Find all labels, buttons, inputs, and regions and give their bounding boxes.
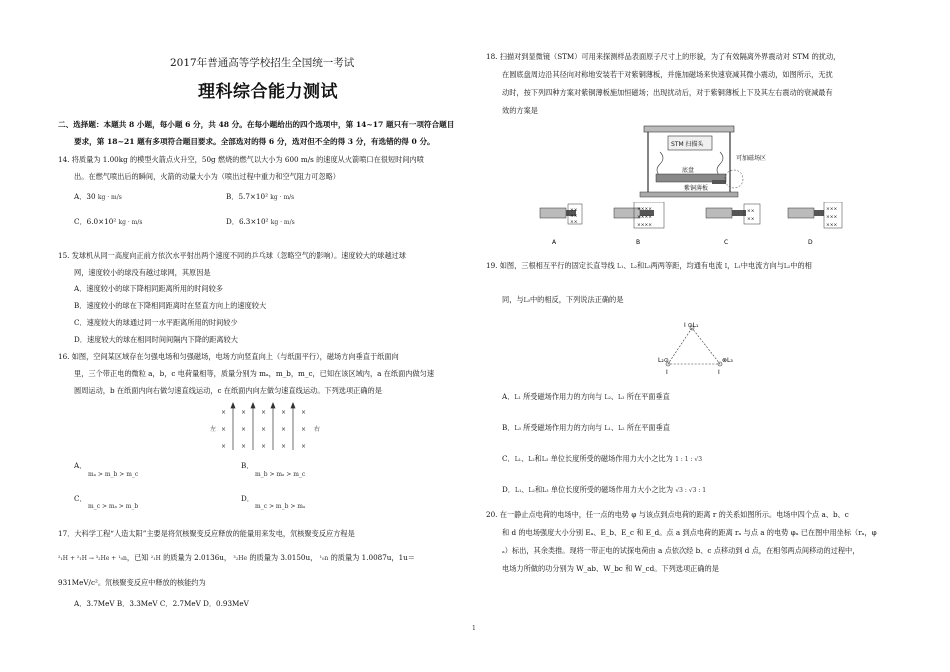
q18-options-figure: [526, 202, 886, 254]
q16-option-a: A．: [74, 461, 87, 470]
svg-text:×: ×: [301, 409, 307, 416]
svg-text:×: ×: [241, 443, 247, 450]
q17-line3: 931MeV/c²。氘核聚变反应中释放的核能约为: [58, 578, 206, 587]
svg-text:×: ×: [301, 426, 307, 433]
svg-text:××××: ××××: [637, 207, 653, 212]
svg-text:××: ××: [747, 217, 755, 222]
q16-label-left: 左: [210, 426, 217, 433]
q18-stm-label: STM 扫描头: [671, 141, 704, 148]
q19-label-l3: ⊗L₃: [722, 357, 733, 364]
q18-label-a: A: [552, 239, 557, 246]
q18-line4: 效的方案是: [502, 106, 538, 115]
q18-option-d-figure: [788, 202, 842, 228]
q18-plate-label: 紫铜薄板: [684, 185, 709, 192]
q19-label-l2: L₂⊙: [658, 357, 669, 364]
page-number: 1: [472, 625, 476, 632]
svg-text:×: ×: [241, 426, 247, 433]
q18-option-c-figure: [706, 204, 760, 224]
exam-subtitle: 2017年普通高等学校招生全国统一考试: [170, 57, 355, 69]
svg-text:××: ××: [747, 209, 755, 214]
q19-option-a: A．L₁ 所受磁场作用力的方向与 L₂、L₃ 所在平面垂直: [502, 392, 670, 401]
svg-text:×: ×: [281, 443, 287, 450]
svg-text:××: ××: [570, 220, 578, 225]
q18-line2: 在圆底盘周边沿其径向对称地安装若干对紫铜薄板，并施加磁场来快速衰减其微小震动，如图所示，无扰: [502, 70, 833, 79]
section-instructions-line1: 二、选择题：本题共 8 小题，每小题 6 分，共 48 分。在每小题给出的四个选项中，第 14~17 题只有一项符合题目: [58, 120, 455, 129]
q16-line1: 16. 如图，空间某区域存在匀强电场和匀强磁场，电场方向竖直向上（与纸面平行），磁场方向垂直于纸面向: [58, 352, 399, 361]
q20-line1: 20. 在一静止点电荷的电场中，任一点的电势 φ 与该点到点电荷的距离 r 的关系如图所示。电场中四个点 a、b、c: [486, 510, 849, 519]
q18-option-b-figure: [614, 202, 664, 228]
svg-text:×: ×: [261, 409, 267, 416]
svg-text:×: ×: [281, 426, 287, 433]
q17-line2: ²₁H + ²₁H → ³₂He + ¹₀n，已知 ²₁H 的质量为 2.0136u， ³₂He 的质量为 3.0150u， ¹₀n 的质量为 1.0087u，1u＝: [58, 553, 415, 562]
q18-stm-figure: [626, 124, 776, 202]
q19-option-b: B．L₃ 所受磁场作用力的方向与 L₁、L₂ 所在平面垂直: [502, 423, 670, 432]
q19-label-i-right: I: [718, 369, 720, 376]
q15-option-c: C．速度较大的球通过同一水平距离所用的时间较少: [74, 318, 238, 327]
q15-option-d: D．速度较大的球在相同时间间隔内下降的距离较大: [74, 335, 238, 344]
svg-text:×: ×: [281, 409, 287, 416]
svg-text:××: ××: [570, 214, 578, 219]
q16-option-b-expr: m_b > mₐ > m_c: [255, 471, 306, 478]
exam-title: 理科综合能力测试: [198, 82, 338, 102]
svg-text:×××: ×××: [826, 215, 838, 220]
q17-equation: ²₁H + ²₁H → ³₂He + ¹₀n: [58, 555, 127, 562]
q19-label-i-left: I: [666, 369, 668, 376]
svg-text:×××: ×××: [826, 207, 838, 212]
q17-options: A．3.7MeV B．3.3MeV C．2.7MeV D．0.93MeV: [74, 599, 249, 608]
q16-option-d: D．: [241, 494, 254, 503]
q16-option-d-expr: m_c > m_b > mₐ: [255, 503, 306, 510]
q19-line1: 19. 如图，三根相互平行的固定长直导线 L₁、L₂和L₃两两等距，均通有电流 I，L₁中电流方向与L₂中的相: [486, 261, 812, 270]
q17-line1: 17．大科学工程“人造太阳”主要是将氘核聚变反应释放的能量用来发电，氘核聚变反应方程是: [58, 529, 355, 538]
svg-text:××: ××: [570, 208, 578, 213]
q14-line2: 出。在燃气喷出后的瞬间，火箭的动量大小为（喷出过程中重力和空气阻力可忽略）: [74, 172, 340, 181]
q15-option-b: B．速度较小的球在下降相同距离时在竖直方向上的速度较大: [74, 301, 267, 310]
q15-line1: 15. 发球机从同一高度向正前方依次水平射出两个速度不同的乒乓球（忽略空气的影响）。速度较大的球越过球: [58, 251, 406, 260]
q16-option-b: B．: [241, 461, 254, 470]
q18-field-label: 可加磁场区: [736, 155, 767, 162]
q18-base-label: 底盘: [682, 167, 695, 174]
q14-line1: 14. 将质量为 1.00kg 的模型火箭点火升空，50g 燃烧的燃气以大小为 600 m/s 的速度从火箭喷口在很短时间内喷: [58, 155, 424, 164]
q16-option-a-expr: mₐ > m_b > m_c: [88, 471, 139, 478]
q16-label-right: 右: [314, 426, 321, 433]
q20-line3: ₐ）标出，其余类推。现将一带正电的试探电荷由 a 点依次经 b、c 点移动到 d 点，在相邻两点间移动的过程中，: [502, 546, 860, 555]
q19-option-c: C．L₁、L₂和L₃ 单位长度所受的磁场作用力大小之比为 1 : 1 : √3: [502, 454, 703, 463]
svg-text:×: ×: [221, 409, 227, 416]
q18-line1: 18. 扫描对到显微镜（STM）可用来探测样品表面原子尺寸上的形貌，为了有效隔离外界震动对 STM 的扰动，: [486, 52, 841, 61]
q16-line2: 里，三个带正电的微粒 a，b，c 电荷量相等，质量分别为 mₐ，m_b，m_c，已知在该区域内，a 在纸面内做匀速: [74, 369, 435, 378]
svg-text:×: ×: [261, 443, 267, 450]
svg-text:×: ×: [261, 426, 267, 433]
svg-text:×××: ×××: [826, 223, 838, 228]
q19-line2: 同，与L₃中的相反，下列说法正确的是: [502, 295, 624, 304]
q20-line2: 和 d 的电场强度大小分别 Eₐ、E_b、E_c 和 E_d。点 a 到点电荷的距离 rₐ 与点 a 的电势 φₐ 已在图中用坐标（rₐ，φ: [502, 528, 877, 537]
q16-option-c: C．: [74, 494, 87, 503]
svg-text:××××: ××××: [637, 223, 653, 228]
q16-line3: 圆周运动，b 在纸面内向右做匀速直线运动，c 在纸面内向左做匀速直线运动。下列选项正确的是: [74, 386, 382, 395]
svg-text:×: ×: [241, 409, 247, 416]
q14-option-b: B．5.7×10² kg · m/s: [226, 192, 295, 201]
q16-option-c-expr: m_c > mₐ > m_b: [88, 503, 139, 510]
q18-label-c: C: [724, 239, 729, 246]
svg-text:××××: ××××: [637, 215, 653, 220]
q15-line2: 网，速度较小的球没有越过球网，其原因是: [74, 268, 211, 277]
q16-field-figure: [208, 400, 328, 452]
svg-text:×: ×: [221, 443, 227, 450]
q14-option-d: D．6.3×10² kg · m/s: [226, 217, 295, 226]
q19-wires-figure: [656, 318, 746, 378]
q18-line3: 动时，按下列四种方案对紫铜薄板施加恒磁场；出现扰动后，对于紫铜薄板上下及其左右震动的衰减最有: [502, 88, 833, 97]
svg-text:×: ×: [301, 443, 307, 450]
section-instructions-line2: 要求，第 18~21 题有多项符合题目要求。全部选对的得 6 分，选对但不全的得 3 分，有选错的得 0 分。: [74, 137, 435, 146]
q20-line4: 电场力所做的功分别为 W_ab、W_bc 和 W_cd。下列选项正确的是: [502, 564, 719, 573]
q19-option-d: D．L₁、L₂和L₃ 单位长度所受的磁场作用力大小之比为 √3 : √3 : 1: [502, 485, 707, 494]
q18-label-b: B: [636, 239, 641, 246]
q14-option-c: C．6.0×10² kg · m/s: [74, 217, 143, 226]
q19-label-l1: I ⊙L₁: [684, 322, 699, 329]
q15-option-a: A．速度较小的球下降相同距离所用的时间较多: [74, 284, 223, 293]
q14-option-a: A．30 kg · m/s: [74, 192, 122, 201]
q18-label-d: D: [808, 239, 813, 246]
q18-option-a-figure: [540, 204, 582, 225]
svg-text:×: ×: [221, 426, 227, 433]
